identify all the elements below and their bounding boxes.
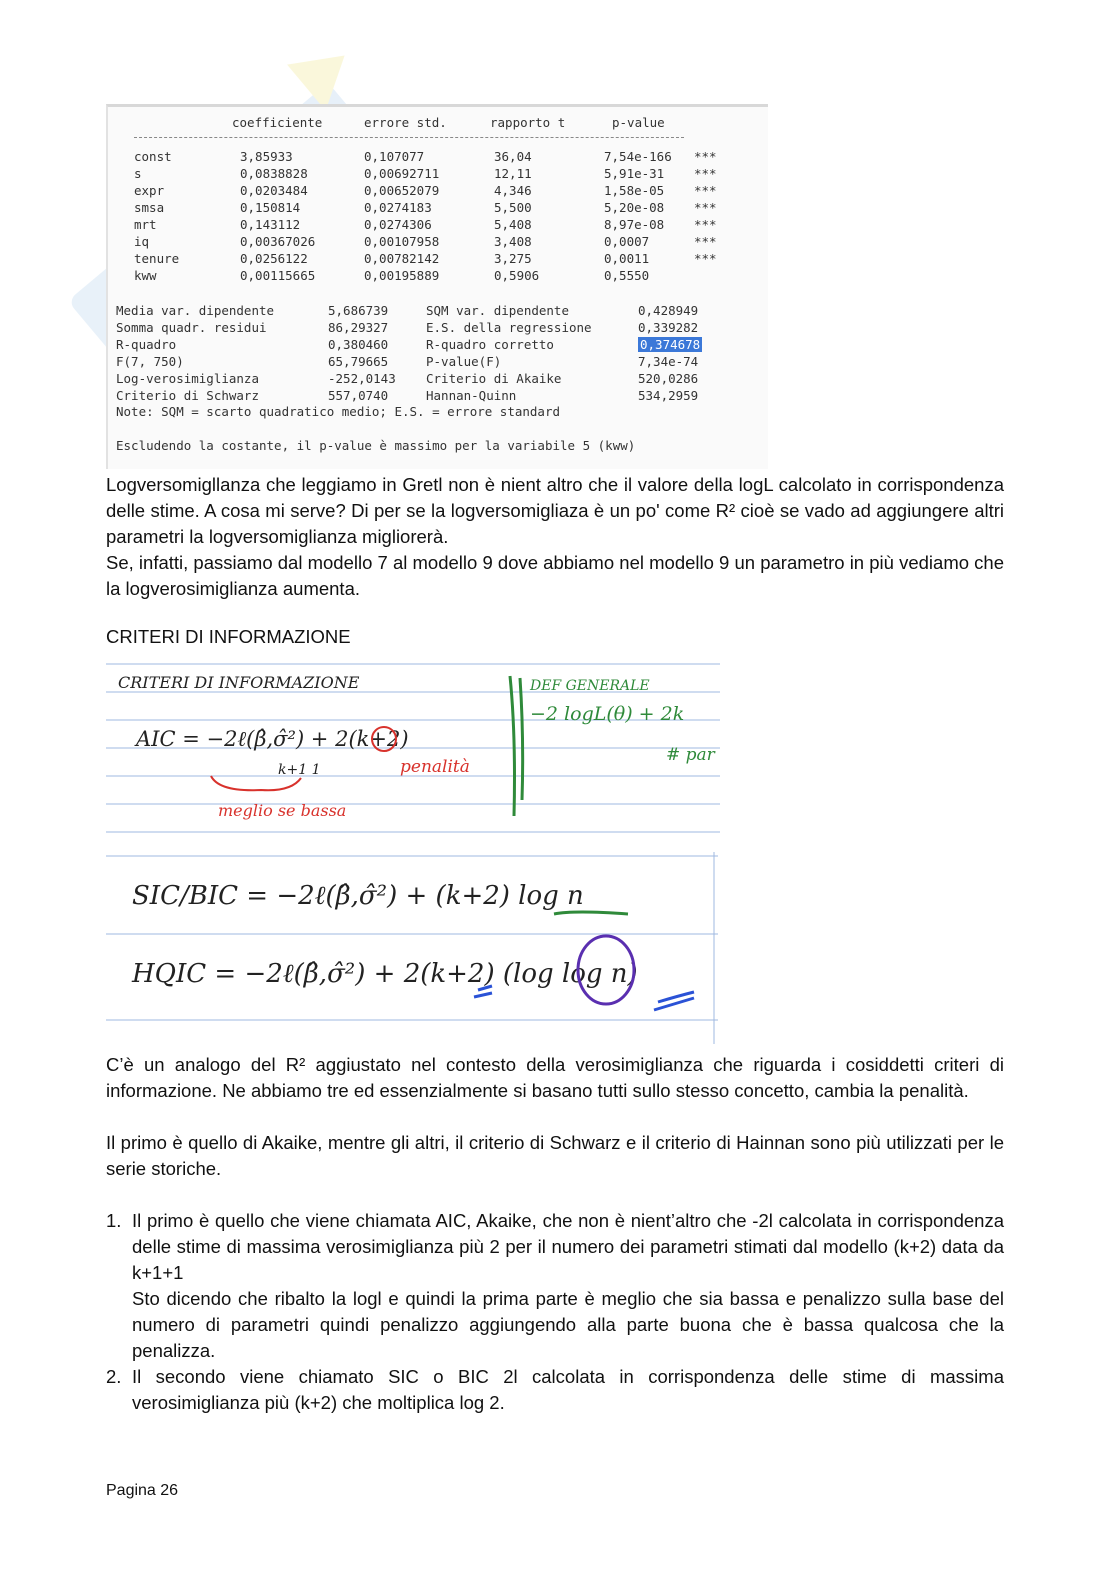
paragraph-akaike: Il primo è quello di Akaike, mentre gli altri, il criterio di Schwarz e il criterio di Hainnan sono più utilizzati per le serie storiche. <box>106 1132 1004 1179</box>
coef-cell-coef: 3,85933 <box>240 149 293 164</box>
stat-cell-l1: Media var. dipendente <box>116 303 275 318</box>
stat-cell-v1: 86,29327 <box>328 320 389 335</box>
brace-red <box>211 776 301 790</box>
coef-cell-var: const <box>134 149 172 164</box>
coef-cell-p: 5,20e-08 <box>604 200 665 215</box>
coef-cell-p: 0,0011 <box>604 251 650 266</box>
list-text-continued: Sto dicendo che ribalto la logl e quindi la prima parte è meglio che sia bassa e penalizzo sulla base del numero di parametri quindi penalizzo aggiungendo alla parte buona che è bassa qualcosa che la penalizza. <box>132 1288 1004 1361</box>
coef-cell-sig: *** <box>694 166 717 181</box>
list-item <box>106 1208 1004 1364</box>
coef-cell-sig: *** <box>694 234 717 249</box>
underline-green <box>554 912 628 914</box>
coef-cell-coef: 0,143112 <box>240 217 301 232</box>
better-low-label: meglio se bassa <box>218 801 347 820</box>
coef-cell-t: 36,04 <box>494 149 532 164</box>
coef-cell-var: kww <box>134 268 157 283</box>
header-se: errore std. <box>364 115 447 130</box>
coef-cell-t: 3,275 <box>494 251 532 266</box>
coef-cell-var: iq <box>134 234 150 249</box>
k-annotation: k+1 1 <box>278 762 321 778</box>
stat-cell-l2: Criterio di Akaike <box>426 371 562 386</box>
handwritten-notes-aic <box>106 654 720 844</box>
coef-cell-coef: 0,0838828 <box>240 166 308 181</box>
coef-cell-p: 0,5550 <box>604 268 650 283</box>
aic-formula: AIC = −2ℓ(β̂,σ̂²) + 2(k+2) <box>136 727 409 751</box>
coef-cell-coef: 0,00115665 <box>240 268 316 283</box>
coef-cell-sig: *** <box>694 217 717 232</box>
stat-cell-v2: 0,339282 <box>638 320 699 335</box>
coef-cell-se: 0,0274183 <box>364 200 432 215</box>
coef-cell-p: 7,54e-166 <box>604 149 672 164</box>
list-number: 2. <box>106 1366 122 1387</box>
coef-cell-coef: 0,00367026 <box>240 234 316 249</box>
gretl-note: Note: SQM = scarto quadratico medio; E.S. = errore standard <box>116 404 561 419</box>
param-count-label: # par <box>666 745 715 765</box>
criteria-list <box>106 1208 1004 1416</box>
stat-cell-l1: Somma quadr. residui <box>116 320 267 335</box>
header-p: p-value <box>612 115 665 130</box>
coef-cell-coef: 0,0256122 <box>240 251 308 266</box>
stat-cell-v1: 0,380460 <box>328 337 389 352</box>
coef-cell-t: 12,11 <box>494 166 532 181</box>
stat-cell-l1: F(7, 750) <box>116 354 184 369</box>
coef-cell-sig: *** <box>694 149 717 164</box>
coef-cell-t: 5,500 <box>494 200 532 215</box>
coef-cell-p: 5,91e-31 <box>604 166 665 181</box>
general-label: DEF GENERALE <box>530 678 650 694</box>
coef-cell-t: 4,346 <box>494 183 532 198</box>
paragraph-modello: Se, infatti, passiamo dal modello 7 al modello 9 dove abbiamo nel modello 9 un parametro in più vediamo che la logverosimiglianza aumenta. <box>106 552 1004 599</box>
coef-cell-se: 0,0274306 <box>364 217 432 232</box>
hqic-formula: HQIC = −2ℓ(β̂,σ̂²) + 2(k+2) (log log n) <box>132 959 638 989</box>
coef-cell-coef: 0,0203484 <box>240 183 308 198</box>
coef-cell-var: mrt <box>134 217 157 232</box>
penalty-label: penalità <box>400 757 470 777</box>
stat-cell-l1: R-quadro <box>116 337 177 352</box>
stat-cell-v1: -252,0143 <box>328 371 396 386</box>
coef-cell-t: 0,5906 <box>494 268 540 283</box>
stat-cell-v1: 65,79665 <box>328 354 389 369</box>
sic-formula: SIC/BIC = −2ℓ(β̂,σ̂²) + (k+2) log n <box>132 881 584 911</box>
gretl-footer: Escludendo la costante, il p-value è massimo per la variabile 5 (kww) <box>116 438 636 453</box>
coef-cell-var: s <box>134 166 142 181</box>
header-t: rapporto t <box>490 115 566 130</box>
stat-cell-v2: 0,428949 <box>638 303 699 318</box>
stat-cell-v2: 0,374678 <box>640 337 701 352</box>
coef-cell-p: 0,0007 <box>604 234 650 249</box>
coef-cell-p: 8,97e-08 <box>604 217 665 232</box>
stat-cell-l2: SQM var. dipendente <box>426 303 569 318</box>
list-text: Il primo è quello che viene chiamata AIC, Akaike, che non è nient’altro che -2l calcolata in corrispondenza delle stime di massima verosimiglianza più 2 per il numero dei parametri stimati dal modello (k+2) data da k+1+1 <box>132 1210 1004 1283</box>
header-coef: coefficiente <box>232 115 323 130</box>
stat-cell-v1: 557,0740 <box>328 388 389 403</box>
stat-cell-l2: Hannan-Quinn <box>426 388 517 403</box>
paragraph-logverosimiglianza: Logversomigllanza che leggiamo in Gretl non è nient altro che il valore della logL calcolato in corrispondenza delle stime. A cosa mi serve? Di per se la logversomigliaza è un po' come R² cioè se vado ad aggiungere altri parametri la logversomiglianza migliorerà. <box>106 474 1004 547</box>
separator-green <box>510 676 523 816</box>
gretl-regression-output <box>106 104 768 469</box>
coef-cell-se: 0,107077 <box>364 149 425 164</box>
handwritten-notes-sic-hqic <box>106 852 718 1044</box>
coef-cell-se: 0,00652079 <box>364 183 440 198</box>
page-number: Pagina 26 <box>106 1482 179 1499</box>
general-formula: −2 logL(θ) + 2k <box>530 703 685 725</box>
coef-cell-var: expr <box>134 183 165 198</box>
stat-cell-v2: 520,0286 <box>638 371 699 386</box>
list-number: 1. <box>106 1210 122 1231</box>
stat-cell-l2: R-quadro corretto <box>426 337 554 352</box>
coef-cell-var: tenure <box>134 251 180 266</box>
coef-cell-se: 0,00195889 <box>364 268 440 283</box>
stat-cell-v2: 534,2959 <box>638 388 699 403</box>
stat-cell-l1: Criterio di Schwarz <box>116 388 259 403</box>
stat-cell-l2: E.S. della regressione <box>426 320 592 335</box>
coef-cell-t: 3,408 <box>494 234 532 249</box>
coef-cell-sig: *** <box>694 183 717 198</box>
coef-cell-sig: *** <box>694 251 717 266</box>
list-item <box>106 1364 1004 1416</box>
paragraph-r2: C’è un analogo del R² aggiustato nel contesto della verosimiglianza che riguarda i cosiddetti criteri di informazione. Ne abbiamo tre ed essenzialmente si basano tutti sullo stesso concetto, cambia la penalità. <box>106 1054 1004 1101</box>
coef-cell-coef: 0,150814 <box>240 200 301 215</box>
coef-cell-p: 1,58e-05 <box>604 183 665 198</box>
stat-cell-v2: 7,34e-74 <box>638 354 699 369</box>
coef-cell-se: 0,00782142 <box>364 251 440 266</box>
coef-cell-var: smsa <box>134 200 165 215</box>
section-heading: CRITERI DI INFORMAZIONE <box>106 626 351 647</box>
coef-cell-sig: *** <box>694 200 717 215</box>
header-divider <box>134 137 684 138</box>
coef-cell-t: 5,408 <box>494 217 532 232</box>
stat-cell-l1: Log-verosimiglianza <box>116 371 259 386</box>
list-text: Il secondo viene chiamato SIC o BIC 2l calcolata in corrispondenza delle stime di massima verosimiglianza più (k+2) che moltiplica log 2. <box>132 1366 1004 1413</box>
coef-cell-se: 0,00107958 <box>364 234 440 249</box>
coef-cell-se: 0,00692711 <box>364 166 440 181</box>
stat-cell-l2: P-value(F) <box>426 354 502 369</box>
stat-cell-v1: 5,686739 <box>328 303 389 318</box>
notes-title: CRITERI DI INFORMAZIONE <box>118 673 360 692</box>
